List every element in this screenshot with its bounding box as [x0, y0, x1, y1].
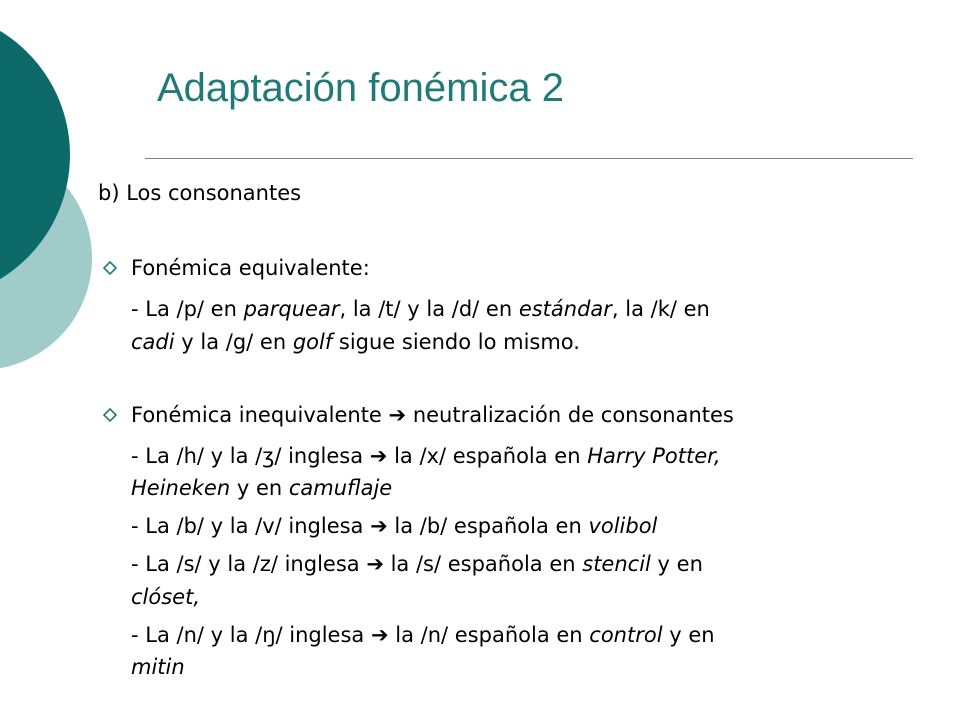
text-segment: neutralización de consonantes	[406, 403, 734, 427]
section-heading: b) Los consonantes	[98, 181, 302, 205]
slide-title: Adaptación fonémica 2	[157, 66, 564, 110]
inequivalente-example-2	[131, 510, 657, 542]
text-segment: y en	[662, 623, 715, 647]
text-segment: la /x/ española en	[387, 444, 588, 468]
text-segment: - La /h/ y la /ʒ/ inglesa	[131, 444, 370, 468]
text-segment: la /b/ española en	[387, 514, 589, 538]
right-arrow-icon: ➔	[366, 552, 384, 576]
text-segment: , la /t/ y la /d/ en	[339, 297, 519, 321]
equivalente-example-line1	[131, 293, 710, 325]
text-segment: - La /b/ y la /v/ inglesa	[131, 514, 371, 538]
right-arrow-icon: ➔	[370, 514, 388, 538]
inequivalente-example-1-line2	[131, 472, 392, 504]
inequivalente-example-3-line1	[131, 548, 703, 580]
equivalente-example-line2	[131, 326, 580, 358]
inequivalente-example-4-line2	[131, 651, 185, 683]
text-segment: Fonémica inequivalente	[131, 403, 389, 427]
hollow-diamond-icon	[103, 399, 117, 431]
example-word: stencil	[582, 552, 651, 576]
right-arrow-icon: ➔	[388, 403, 407, 427]
text-segment: , la /k/ en	[611, 297, 710, 321]
example-word: control	[589, 623, 663, 647]
example-word: estándar	[518, 297, 612, 321]
example-word: volibol	[588, 514, 658, 538]
hollow-diamond-icon	[103, 252, 117, 284]
text-segment: y en	[650, 552, 703, 576]
text-segment: - La /s/ y la /z/ inglesa	[131, 552, 367, 576]
text-segment: la /n/ española en	[388, 623, 590, 647]
bullet-equivalente-label: Fonémica equivalente:	[131, 256, 370, 280]
inequivalente-example-4-line1	[131, 619, 715, 651]
example-word: Heineken	[131, 476, 231, 500]
example-word: Harry Potter,	[587, 444, 721, 468]
example-word: mitin	[131, 655, 185, 679]
text-segment: - La /n/ y la /ŋ/ inglesa	[131, 623, 371, 647]
example-word: clóset,	[131, 585, 200, 609]
right-arrow-icon: ➔	[369, 444, 388, 468]
text-segment: sigue siendo lo mismo.	[332, 330, 580, 354]
text-segment: - La /p/ en	[131, 297, 244, 321]
right-arrow-icon: ➔	[370, 623, 389, 647]
title-divider	[145, 158, 913, 159]
example-word: golf	[292, 330, 333, 354]
inequivalente-example-1-line1	[131, 440, 721, 472]
inequivalente-example-3-line2	[131, 581, 200, 613]
text-segment: la /s/ española en	[383, 552, 583, 576]
text-segment: y la /g/ en	[174, 330, 293, 354]
example-word: cadi	[131, 330, 175, 354]
bullet-inequivalente-label	[131, 399, 734, 431]
example-word: camuflaje	[288, 476, 393, 500]
text-segment: y en	[230, 476, 289, 500]
example-word: parquear	[243, 297, 340, 321]
